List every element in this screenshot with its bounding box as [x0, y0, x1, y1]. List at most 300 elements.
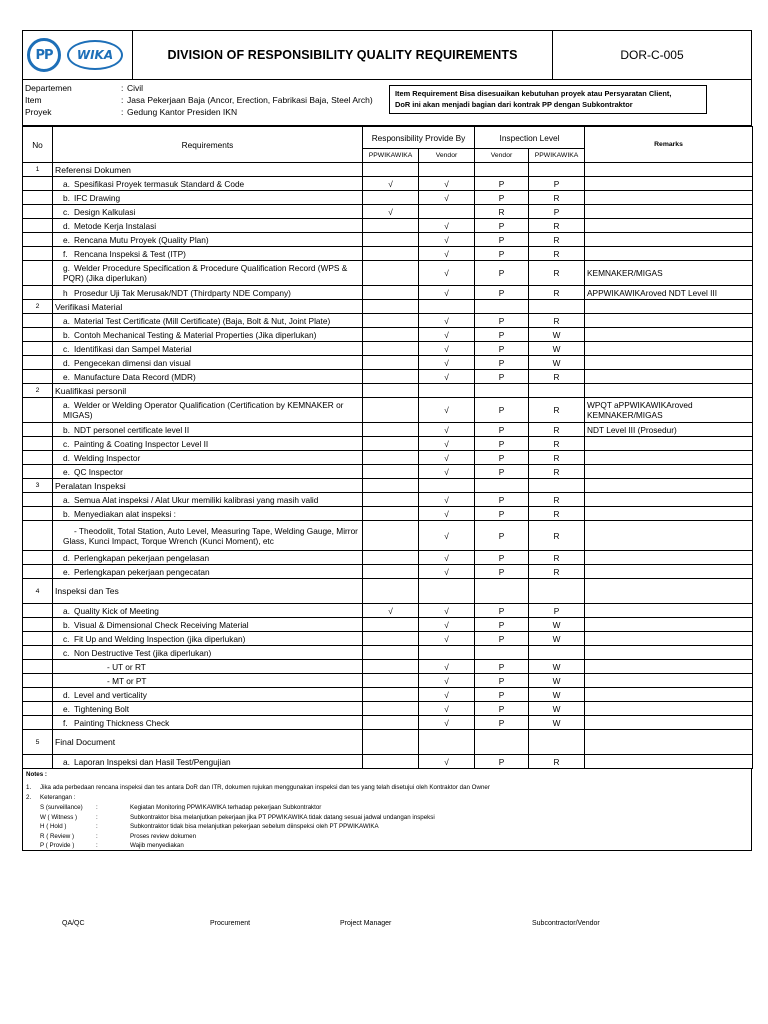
item-text: Welder or Welding Operator Qualification (Certification by KEMNAKER or MIGAS): [63, 400, 344, 420]
cell-ppwika: [363, 219, 419, 233]
row-number: [23, 328, 53, 342]
cell-vendor-inspection: R: [475, 205, 529, 219]
row-number: 4: [23, 579, 53, 604]
legend-item: [26, 833, 196, 840]
item-text: Menyediakan alat inspeksi :: [74, 508, 176, 519]
requirement-text: [53, 398, 363, 423]
cell-ppwika-inspection: R: [529, 551, 585, 565]
cell-vendor-inspection: P: [475, 632, 529, 646]
cell-remarks: [585, 565, 753, 579]
row-number: [23, 688, 53, 702]
cell-ppwika: [363, 507, 419, 521]
cell-remarks: [585, 233, 753, 247]
cell-vendor: √: [419, 507, 475, 521]
cell-ppwika-inspection: [529, 579, 585, 604]
cell-ppwika-inspection: P: [529, 205, 585, 219]
cell-vendor-inspection: P: [475, 423, 529, 437]
cell-remarks: WPQT aPPWIKAWIKAroved KEMNAKER/MIGAS: [585, 398, 753, 423]
table-row: [23, 646, 753, 660]
cell-vendor-inspection: P: [475, 177, 529, 191]
cell-ppwika: [363, 328, 419, 342]
requirement-text: [53, 604, 363, 618]
legend-value: Proses review dokumen: [130, 832, 197, 840]
cell-ppwika-inspection: W: [529, 716, 585, 730]
cell-ppwika: [363, 191, 419, 205]
cell-vendor: √: [419, 493, 475, 507]
note-2: 2. Keterangan :: [26, 794, 76, 801]
cell-remarks: [585, 384, 753, 398]
cell-ppwika: [363, 384, 419, 398]
item-text: - MT or PT: [107, 675, 147, 686]
notes-title: Notes :: [26, 771, 47, 778]
legend-key: S (surveillance): [40, 804, 83, 811]
cell-remarks: [585, 163, 753, 177]
cell-ppwika-inspection: P: [529, 604, 585, 618]
section-row: [23, 579, 753, 604]
cell-remarks: [585, 507, 753, 521]
table-row: [23, 286, 753, 300]
legend-item: [26, 804, 321, 811]
table-row: [23, 507, 753, 521]
row-number: [23, 618, 53, 632]
cell-remarks: [585, 755, 753, 769]
legend-separator: :: [96, 813, 98, 821]
cell-ppwika-inspection: R: [529, 507, 585, 521]
table-row: [23, 233, 753, 247]
cell-ppwika-inspection: R: [529, 521, 585, 551]
item-letter: a.: [63, 400, 70, 410]
cell-ppwika: [363, 716, 419, 730]
cell-remarks: [585, 660, 753, 674]
item-letter: a.: [63, 605, 70, 616]
cell-ppwika: [363, 730, 419, 755]
table-row: [23, 370, 753, 384]
item-letter: b.: [63, 329, 70, 340]
cell-remarks: [585, 702, 753, 716]
cell-vendor-inspection: P: [475, 437, 529, 451]
cell-vendor: √: [419, 219, 475, 233]
item-letter: e.: [63, 371, 70, 382]
section-row: [23, 163, 753, 177]
cell-ppwika: [363, 286, 419, 300]
cell-vendor: √: [419, 618, 475, 632]
item-letter: a.: [63, 315, 70, 326]
item-letter: e.: [63, 703, 70, 714]
row-number: [23, 507, 53, 521]
item-text: Metode Kerja Instalasi: [74, 220, 157, 231]
departemen-row: Departemen : Civil: [25, 83, 144, 93]
cell-remarks: [585, 437, 753, 451]
cell-ppwika-inspection: R: [529, 191, 585, 205]
row-number: 2: [23, 300, 53, 314]
cell-vendor: [419, 730, 475, 755]
item-text: Tightening Bolt: [74, 703, 130, 714]
cell-ppwika: [363, 632, 419, 646]
item-letter: e.: [63, 466, 70, 477]
cell-ppwika: [363, 398, 419, 423]
cell-vendor-inspection: P: [475, 233, 529, 247]
cell-ppwika-inspection: P: [529, 177, 585, 191]
requirement-text: [53, 688, 363, 702]
cell-ppwika-inspection: W: [529, 660, 585, 674]
cell-vendor: [419, 163, 475, 177]
cell-vendor: √: [419, 604, 475, 618]
section-row: [23, 384, 753, 398]
item-text: NDT personel certificate level II: [74, 424, 190, 435]
cell-vendor-inspection: P: [475, 328, 529, 342]
row-number: 2: [23, 384, 53, 398]
item-text: Laporan Inspeksi dan Hasil Test/Pengujian: [74, 756, 231, 767]
cell-remarks: [585, 356, 753, 370]
cell-vendor-inspection: [475, 300, 529, 314]
cell-vendor-inspection: P: [475, 356, 529, 370]
row-number: [23, 286, 53, 300]
item-letter: d.: [63, 552, 70, 563]
cell-remarks: [585, 370, 753, 384]
cell-ppwika: [363, 646, 419, 660]
cell-vendor: √: [419, 451, 475, 465]
cell-vendor: √: [419, 755, 475, 769]
requirements-body: [23, 163, 753, 769]
cell-ppwika: [363, 551, 419, 565]
cell-ppwika: [363, 618, 419, 632]
cell-ppwika-inspection: R: [529, 451, 585, 465]
cell-vendor-inspection: [475, 646, 529, 660]
row-number: [23, 261, 53, 286]
cell-vendor: √: [419, 328, 475, 342]
requirement-text: [53, 565, 363, 579]
item-text: Identifikasi dan Sampel Material: [74, 343, 192, 354]
legend-key: R ( Review ): [40, 832, 75, 840]
table-row: [23, 342, 753, 356]
cell-vendor: √: [419, 702, 475, 716]
cell-vendor: √: [419, 247, 475, 261]
cell-vendor: √: [419, 465, 475, 479]
legend-separator: :: [96, 832, 98, 840]
table-row: [23, 219, 753, 233]
pp-logo: PP: [27, 38, 61, 72]
requirement-text: [53, 247, 363, 261]
cell-vendor-inspection: P: [475, 342, 529, 356]
item-text: Design Kalkulasi: [74, 206, 136, 217]
requirement-text: [53, 646, 363, 660]
col-vendor-2: Vendor: [475, 149, 529, 163]
cell-ppwika-inspection: R: [529, 755, 585, 769]
cell-vendor-inspection: P: [475, 247, 529, 261]
cell-ppwika-inspection: [529, 384, 585, 398]
cell-vendor: √: [419, 565, 475, 579]
cell-remarks: [585, 177, 753, 191]
item-text: Fit Up and Welding Inspection (jika diperlukan): [74, 633, 246, 644]
cell-ppwika: [363, 300, 419, 314]
cell-vendor: √: [419, 191, 475, 205]
table-row: [23, 437, 753, 451]
cell-ppwika-inspection: W: [529, 674, 585, 688]
cell-ppwika: [363, 247, 419, 261]
cell-vendor: √: [419, 314, 475, 328]
item-text: Painting Thickness Check: [74, 717, 170, 728]
cell-remarks: [585, 465, 753, 479]
item-text: Semua Alat inspeksi / Alat Ukur memiliki kalibrasi yang masih valid: [74, 494, 319, 505]
cell-vendor-inspection: P: [475, 521, 529, 551]
legend-item: [26, 823, 379, 830]
info-block: [22, 80, 752, 126]
table-row: [23, 716, 753, 730]
document-code: DOR-C-005: [620, 48, 684, 62]
cell-vendor: √: [419, 233, 475, 247]
cell-vendor: [419, 384, 475, 398]
cell-ppwika: [363, 356, 419, 370]
item-letter: h: [63, 287, 68, 298]
legend-item: [26, 842, 184, 849]
section-title: Inspeksi dan Tes: [53, 579, 363, 604]
cell-vendor-inspection: P: [475, 716, 529, 730]
item-letter: d.: [63, 220, 70, 231]
legend-value: Wajib menyediakan: [130, 842, 184, 849]
row-number: [23, 219, 53, 233]
item-text: Quality Kick of Meeting: [74, 605, 159, 616]
table-row: [23, 465, 753, 479]
table-row: [23, 565, 753, 579]
cell-vendor-inspection: [475, 730, 529, 755]
col-ppwika-2: PPWIKAWIKA: [529, 149, 585, 163]
item-letter: d.: [63, 357, 70, 368]
cell-vendor-inspection: [475, 579, 529, 604]
item-letter: b.: [63, 192, 70, 203]
item-letter: a.: [63, 494, 70, 505]
requirement-text: [53, 716, 363, 730]
cell-vendor-inspection: P: [475, 493, 529, 507]
item-letter: b.: [63, 424, 70, 435]
item-text: Rencana Inspeksi & Test (ITP): [74, 248, 186, 259]
cell-vendor: √: [419, 688, 475, 702]
cell-ppwika: [363, 465, 419, 479]
logo-area: [23, 31, 133, 79]
cell-ppwika-inspection: R: [529, 247, 585, 261]
cell-vendor-inspection: P: [475, 565, 529, 579]
cell-vendor-inspection: [475, 479, 529, 493]
section-title: Peralatan Inspeksi: [53, 479, 363, 493]
legend-value: Subkontraktor tidak bisa melanjutkan pekerjaan sebelum diinspeksi oleh PT PPWIKAWIKA: [130, 823, 379, 830]
cell-ppwika-inspection: W: [529, 632, 585, 646]
cell-vendor: √: [419, 342, 475, 356]
cell-ppwika: [363, 674, 419, 688]
cell-remarks: [585, 219, 753, 233]
row-number: [23, 521, 53, 551]
cell-vendor: [419, 579, 475, 604]
cell-vendor: √: [419, 437, 475, 451]
table-row: [23, 177, 753, 191]
table-row: [23, 632, 753, 646]
cell-vendor-inspection: P: [475, 314, 529, 328]
section-title: Final Document: [53, 730, 363, 755]
requirements-table: [22, 126, 753, 769]
table-row: [23, 604, 753, 618]
legend-separator: :: [96, 842, 98, 849]
cell-ppwika-inspection: [529, 730, 585, 755]
row-number: [23, 437, 53, 451]
item-text: Level and verticality: [74, 689, 147, 700]
sign-project-manager: Project Manager: [340, 920, 392, 927]
cell-vendor: √: [419, 674, 475, 688]
table-row: [23, 398, 753, 423]
requirement-text: [53, 618, 363, 632]
requirement-text: [53, 632, 363, 646]
cell-vendor-inspection: P: [475, 451, 529, 465]
cell-ppwika-inspection: [529, 163, 585, 177]
legend-key: H ( Hold ): [40, 823, 67, 830]
item-text: Welder Procedure Specification & Procedure Qualification Record (WPS & PQR) (Jika diperlukan): [63, 263, 348, 283]
item-text: Welding Inspector: [74, 452, 141, 463]
cell-remarks: APPWIKAWIKAroved NDT Level III: [585, 286, 753, 300]
note-1: 1. Jika ada perbedaan rencana inspeksi dan tes antara DoR dan ITR, dokumen rujukan menggunakan inspeksi dan tes yang telah disetujui oleh Kontraktor dan Owner: [26, 784, 490, 791]
requirement-text: [53, 521, 363, 551]
cell-remarks: [585, 646, 753, 660]
item-letter: f.: [63, 717, 68, 728]
cell-vendor: √: [419, 660, 475, 674]
cell-ppwika: [363, 755, 419, 769]
cell-ppwika-inspection: W: [529, 618, 585, 632]
item-letter: c.: [63, 206, 70, 217]
cell-vendor: √: [419, 398, 475, 423]
legend-separator: :: [96, 804, 98, 811]
cell-remarks: [585, 579, 753, 604]
row-number: 5: [23, 730, 53, 755]
cell-vendor: [419, 646, 475, 660]
row-number: [23, 398, 53, 423]
row-number: [23, 660, 53, 674]
cell-ppwika: [363, 579, 419, 604]
cell-remarks: [585, 604, 753, 618]
cell-ppwika-inspection: R: [529, 286, 585, 300]
legend-item: [26, 814, 435, 821]
cell-vendor-inspection: P: [475, 507, 529, 521]
table-row: [23, 660, 753, 674]
table-row: [23, 618, 753, 632]
cell-vendor-inspection: P: [475, 604, 529, 618]
table-row: [23, 356, 753, 370]
table-row: [23, 493, 753, 507]
row-number: [23, 674, 53, 688]
cell-vendor: [419, 479, 475, 493]
cell-ppwika: [363, 688, 419, 702]
row-number: [23, 177, 53, 191]
requirement-text: [53, 423, 363, 437]
row-number: [23, 465, 53, 479]
item-text: Visual & Dimensional Check Receiving Material: [74, 619, 249, 630]
table-row: [23, 205, 753, 219]
row-number: 3: [23, 479, 53, 493]
cell-ppwika-inspection: [529, 646, 585, 660]
cell-ppwika-inspection: R: [529, 370, 585, 384]
cell-remarks: [585, 551, 753, 565]
cell-ppwika-inspection: R: [529, 261, 585, 286]
cell-ppwika: [363, 423, 419, 437]
section-title: Verifikasi Material: [53, 300, 363, 314]
item-text: Perlengkapan pekerjaan pengecatan: [74, 566, 210, 577]
row-number: [23, 423, 53, 437]
requirement-text: [53, 356, 363, 370]
table-row: [23, 702, 753, 716]
cell-remarks: [585, 493, 753, 507]
cell-ppwika: [363, 233, 419, 247]
requirement-text: [53, 233, 363, 247]
cell-ppwika: [363, 163, 419, 177]
document-sheet: [22, 30, 752, 927]
cell-vendor: √: [419, 370, 475, 384]
item-text: Spesifikasi Proyek termasuk Standard & Code: [74, 178, 245, 189]
item-text: IFC Drawing: [74, 192, 121, 203]
cell-ppwika: [363, 479, 419, 493]
row-number: 1: [23, 163, 53, 177]
requirement-text: [53, 702, 363, 716]
cell-ppwika: √: [363, 177, 419, 191]
cell-vendor: √: [419, 356, 475, 370]
requirement-text: [53, 507, 363, 521]
cell-vendor: √: [419, 286, 475, 300]
cell-ppwika-inspection: [529, 479, 585, 493]
cell-vendor-inspection: P: [475, 660, 529, 674]
cell-vendor-inspection: P: [475, 755, 529, 769]
table-row: [23, 755, 753, 769]
cell-remarks: [585, 191, 753, 205]
cell-vendor-inspection: P: [475, 398, 529, 423]
cell-remarks: [585, 328, 753, 342]
cell-ppwika-inspection: R: [529, 314, 585, 328]
cell-vendor-inspection: P: [475, 370, 529, 384]
item-letter: c.: [63, 438, 70, 449]
cell-ppwika-inspection: R: [529, 437, 585, 451]
cell-remarks: [585, 451, 753, 465]
row-number: [23, 451, 53, 465]
legend-separator: :: [96, 823, 98, 830]
item-text: Perlengkapan pekerjaan pengelasan: [74, 552, 210, 563]
requirement-text: [53, 177, 363, 191]
requirement-text: [53, 261, 363, 286]
item-letter: a.: [63, 756, 70, 767]
cell-vendor-inspection: [475, 163, 529, 177]
notes-block: [22, 769, 752, 851]
col-remarks: Remarks: [585, 127, 753, 163]
cell-vendor-inspection: P: [475, 286, 529, 300]
table-row: [23, 551, 753, 565]
cell-ppwika-inspection: W: [529, 702, 585, 716]
item-letter: c.: [63, 633, 70, 644]
cell-vendor-inspection: P: [475, 674, 529, 688]
cell-remarks: [585, 688, 753, 702]
cell-ppwika: √: [363, 205, 419, 219]
cell-ppwika-inspection: W: [529, 328, 585, 342]
cell-ppwika: [363, 521, 419, 551]
section-row: [23, 730, 753, 755]
item-text: QC Inspector: [74, 466, 123, 477]
table-row: [23, 423, 753, 437]
cell-ppwika: [363, 702, 419, 716]
cell-ppwika-inspection: [529, 300, 585, 314]
cell-vendor: √: [419, 632, 475, 646]
item-letter: d.: [63, 689, 70, 700]
cell-vendor: [419, 300, 475, 314]
row-number: [23, 342, 53, 356]
item-text: Painting & Coating Inspector Level II: [74, 438, 209, 449]
row-number: [23, 604, 53, 618]
cell-remarks: [585, 479, 753, 493]
item-letter: e.: [63, 566, 70, 577]
table-row: [23, 328, 753, 342]
requirement-text: [53, 551, 363, 565]
item-text: Contoh Mechanical Testing & Material Properties (Jika diperlukan): [74, 329, 317, 340]
requirement-text: [53, 205, 363, 219]
